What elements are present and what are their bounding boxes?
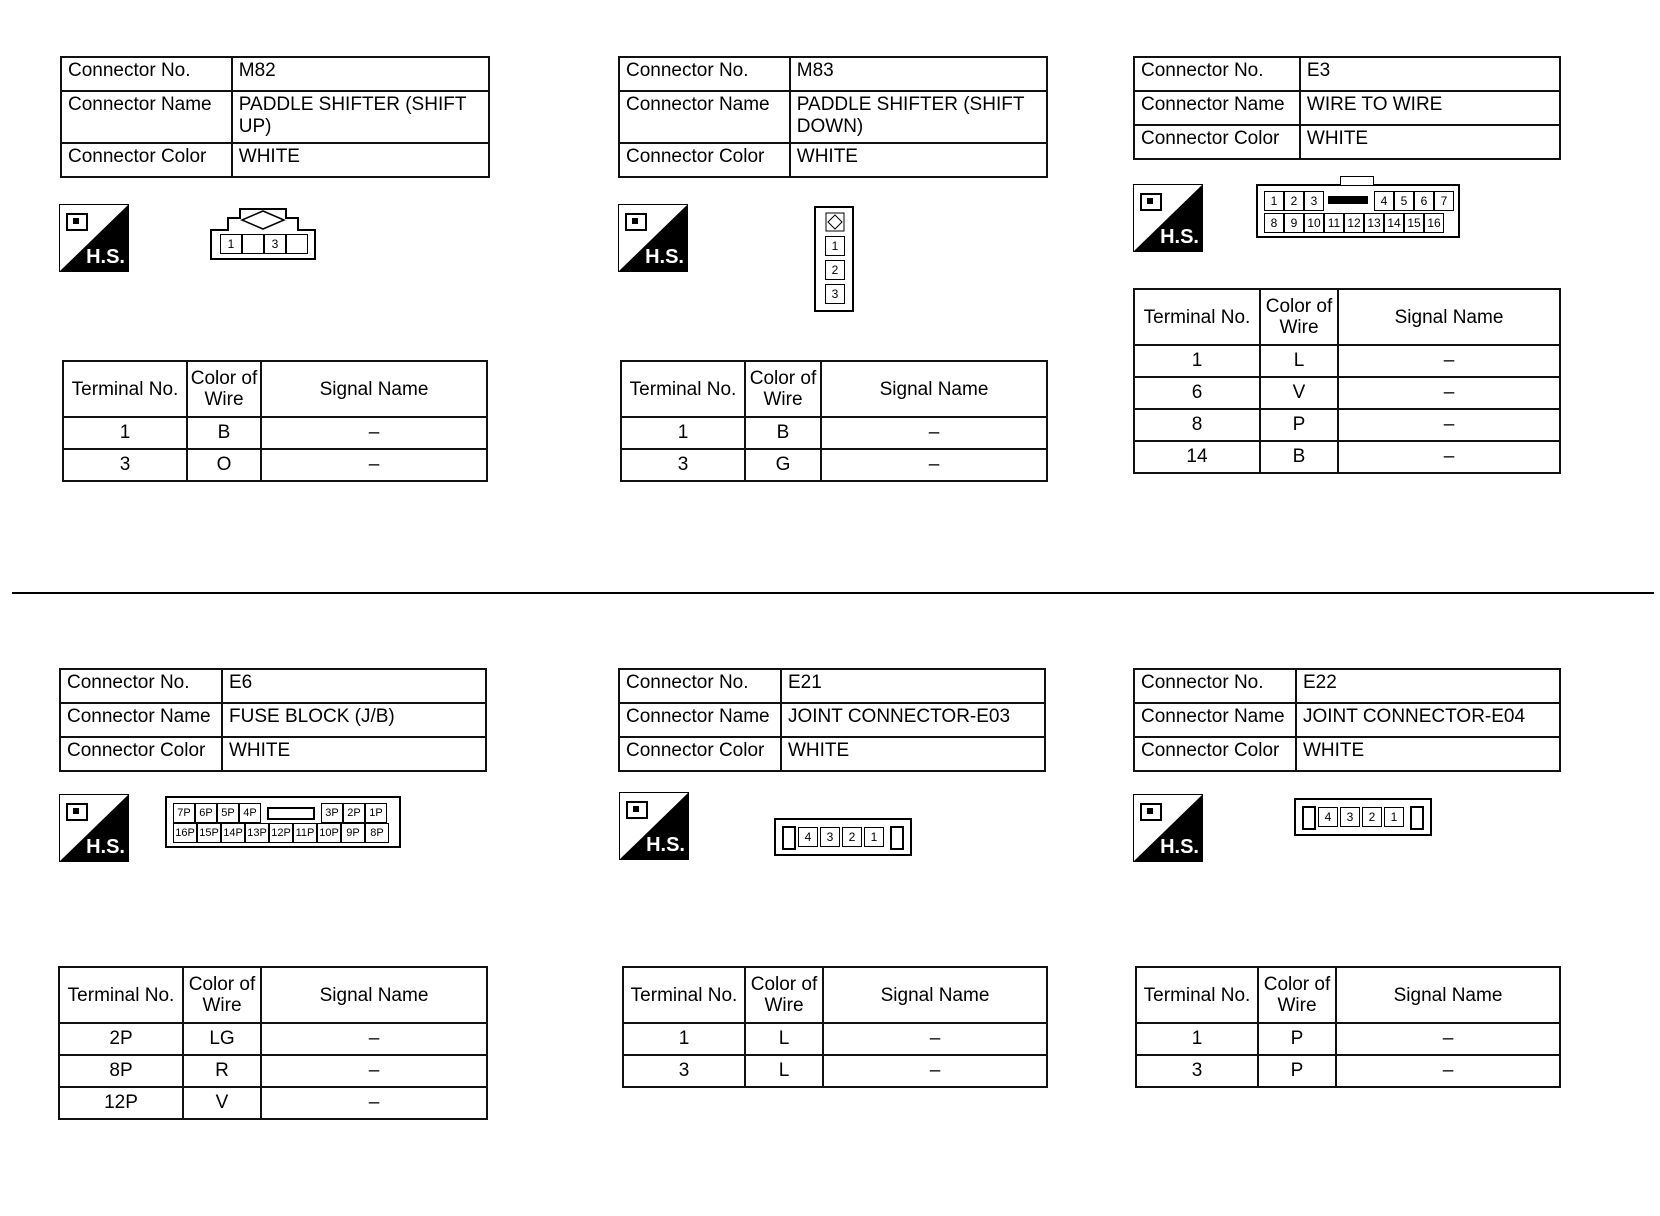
connector-no-value: E21 — [781, 669, 1045, 703]
connector-block-e6 — [59, 668, 487, 772]
table-row — [1134, 345, 1560, 377]
table-row — [1134, 377, 1560, 409]
connector-color-value: WHITE — [790, 143, 1047, 177]
connector-name-label: Connector Name — [61, 91, 232, 143]
wire-cell: L — [745, 1055, 823, 1087]
table-row — [621, 449, 1047, 481]
signal-cell: – — [1338, 441, 1560, 473]
pin-4: 4 — [798, 827, 818, 847]
pin-2p: 2P — [343, 803, 365, 823]
hs-badge — [59, 794, 129, 862]
connector-block-e22 — [1133, 668, 1561, 772]
terminal-cell: 1 — [1134, 345, 1260, 377]
connector-no-label: Connector No. — [60, 669, 222, 703]
signal-name-header: Signal Name — [1336, 967, 1560, 1023]
connector-color-label: Connector Color — [619, 737, 781, 771]
pin-3: 3 — [820, 827, 840, 847]
pin-1: 1 — [825, 236, 845, 256]
terminal-table-e6 — [58, 966, 488, 1120]
hs-label: H.S. — [645, 246, 684, 268]
connector-name-label: Connector Name — [619, 91, 790, 143]
hs-badge — [59, 204, 129, 272]
connector-face-e3 — [1256, 184, 1460, 238]
signal-name-header: Signal Name — [1338, 289, 1560, 345]
connector-name-label: Connector Name — [1134, 703, 1296, 737]
connector-icon — [65, 800, 93, 824]
key-slot — [1328, 196, 1368, 204]
pin-5p: 5P — [217, 803, 239, 823]
signal-cell: – — [261, 1023, 487, 1055]
connector-color-value: WHITE — [781, 737, 1045, 771]
table-row — [59, 1023, 487, 1055]
connector-no-label: Connector No. — [1134, 57, 1300, 91]
pin-12: 12 — [1344, 213, 1364, 233]
wire-cell: B — [187, 417, 261, 449]
connector-name-value: FUSE BLOCK (J/B) — [222, 703, 486, 737]
connector-color-value: WHITE — [1300, 125, 1560, 159]
pin-15p: 15P — [197, 823, 221, 843]
terminal-no-header: Terminal No. — [623, 967, 745, 1023]
pin-3: 3 — [1340, 807, 1360, 827]
terminal-no-header: Terminal No. — [621, 361, 745, 417]
table-row — [59, 1087, 487, 1119]
pin-3: 3 — [1304, 191, 1324, 211]
pin-13p: 13P — [245, 823, 269, 843]
wire-cell: G — [745, 449, 821, 481]
wire-cell: V — [1260, 377, 1338, 409]
connector-no-label: Connector No. — [619, 57, 790, 91]
pin-8p: 8P — [365, 823, 389, 843]
connector-icon — [65, 210, 93, 234]
signal-cell: – — [1336, 1023, 1560, 1055]
hs-badge — [1133, 184, 1203, 252]
wire-cell: LG — [183, 1023, 261, 1055]
connector-color-value: WHITE — [232, 143, 489, 177]
table-row — [1134, 441, 1560, 473]
pin-1: 1 — [864, 827, 884, 847]
color-of-wire-header: Color of Wire — [187, 361, 261, 417]
signal-name-header: Signal Name — [261, 361, 487, 417]
connector-no-value: E3 — [1300, 57, 1560, 91]
hs-badge — [1133, 794, 1203, 862]
terminal-cell: 8P — [59, 1055, 183, 1087]
wire-cell: P — [1260, 409, 1338, 441]
hs-badge — [618, 204, 688, 272]
pin-4: 4 — [1318, 807, 1338, 827]
hs-label: H.S. — [1160, 836, 1199, 858]
connector-color-label: Connector Color — [619, 143, 790, 177]
terminal-table-e22 — [1135, 966, 1561, 1088]
signal-cell: – — [261, 1087, 487, 1119]
pin-4: 4 — [1374, 191, 1394, 211]
hs-label: H.S. — [86, 246, 125, 268]
connector-block-m83 — [618, 56, 1048, 178]
pin-2: 2 — [1284, 191, 1304, 211]
wire-cell: R — [183, 1055, 261, 1087]
signal-cell: – — [261, 449, 487, 481]
terminal-cell: 1 — [621, 417, 745, 449]
connector-info-table — [59, 668, 487, 772]
pin-3p: 3P — [321, 803, 343, 823]
color-of-wire-header: Color of Wire — [1260, 289, 1338, 345]
connector-name-value: JOINT CONNECTOR-E03 — [781, 703, 1045, 737]
terminal-cell: 12P — [59, 1087, 183, 1119]
connector-color-value: WHITE — [222, 737, 486, 771]
wire-cell: P — [1258, 1023, 1336, 1055]
connector-color-label: Connector Color — [1134, 125, 1300, 159]
signal-cell: – — [1338, 345, 1560, 377]
signal-name-header: Signal Name — [261, 967, 487, 1023]
signal-name-header: Signal Name — [821, 361, 1047, 417]
terminal-no-header: Terminal No. — [63, 361, 187, 417]
color-of-wire-header: Color of Wire — [1258, 967, 1336, 1023]
pin-9: 9 — [1284, 213, 1304, 233]
connector-name-label: Connector Name — [1134, 91, 1300, 125]
latch-tab — [1340, 176, 1374, 185]
pin-2: 2 — [842, 827, 862, 847]
connector-block-e21 — [618, 668, 1046, 772]
terminal-no-header: Terminal No. — [1136, 967, 1258, 1023]
pin-6p: 6P — [195, 803, 217, 823]
section-divider — [12, 592, 1654, 594]
connector-color-label: Connector Color — [1134, 737, 1296, 771]
connector-no-label: Connector No. — [61, 57, 232, 91]
table-row — [63, 417, 487, 449]
table-row — [1136, 1055, 1560, 1087]
connector-info-table — [1133, 56, 1561, 160]
hs-badge — [619, 792, 689, 860]
connector-no-label: Connector No. — [1134, 669, 1296, 703]
connector-color-value: WHITE — [1296, 737, 1560, 771]
pin-16p: 16P — [173, 823, 197, 843]
color-of-wire-header: Color of Wire — [745, 967, 823, 1023]
pin-blank — [242, 234, 264, 254]
wire-cell: B — [745, 417, 821, 449]
connector-no-value: M83 — [790, 57, 1047, 91]
terminal-cell: 3 — [623, 1055, 745, 1087]
connector-no-value: E22 — [1296, 669, 1560, 703]
terminal-cell: 1 — [623, 1023, 745, 1055]
connector-no-value: M82 — [232, 57, 489, 91]
connector-name-label: Connector Name — [60, 703, 222, 737]
signal-cell: – — [1338, 377, 1560, 409]
pin-1p: 1P — [365, 803, 387, 823]
wire-cell: P — [1258, 1055, 1336, 1087]
table-row — [623, 1023, 1047, 1055]
connector-face-m83 — [814, 206, 854, 312]
pin-3: 3 — [825, 284, 845, 304]
connector-info-table — [1133, 668, 1561, 772]
terminal-cell: 14 — [1134, 441, 1260, 473]
connector-name-value: PADDLE SHIFTER (SHIFT UP) — [232, 91, 489, 143]
terminal-table-e21 — [622, 966, 1048, 1088]
connector-face-e22 — [1294, 798, 1432, 836]
connector-color-label: Connector Color — [60, 737, 222, 771]
terminal-cell: 3 — [63, 449, 187, 481]
connector-name-label: Connector Name — [619, 703, 781, 737]
pin-10: 10 — [1304, 213, 1324, 233]
pin-1: 1 — [1384, 807, 1404, 827]
terminal-cell: 8 — [1134, 409, 1260, 441]
lock-tab — [1302, 806, 1316, 830]
pin-2: 2 — [1362, 807, 1382, 827]
terminal-cell: 1 — [63, 417, 187, 449]
terminal-table-m82 — [62, 360, 488, 482]
lock-tab — [890, 826, 904, 850]
terminal-cell: 3 — [621, 449, 745, 481]
hs-label: H.S. — [1160, 226, 1199, 248]
terminal-cell: 2P — [59, 1023, 183, 1055]
lock-tab — [1410, 806, 1424, 830]
connector-block-e3 — [1133, 56, 1561, 160]
signal-cell: – — [823, 1023, 1047, 1055]
signal-cell: – — [821, 417, 1047, 449]
table-row — [623, 1055, 1047, 1087]
terminal-table-e3 — [1133, 288, 1561, 474]
pin-1: 1 — [1264, 191, 1284, 211]
pin-13: 13 — [1364, 213, 1384, 233]
pin-15: 15 — [1404, 213, 1424, 233]
hs-label: H.S. — [86, 836, 125, 858]
terminal-no-header: Terminal No. — [1134, 289, 1260, 345]
connector-icon — [624, 210, 652, 234]
signal-cell: – — [1336, 1055, 1560, 1087]
pin-10p: 10P — [317, 823, 341, 843]
signal-cell: – — [261, 417, 487, 449]
wire-cell: B — [1260, 441, 1338, 473]
connector-name-value: PADDLE SHIFTER (SHIFT DOWN) — [790, 91, 1047, 143]
pin-8: 8 — [1264, 213, 1284, 233]
pin-1: 1 — [220, 234, 242, 254]
pin-blank — [286, 234, 308, 254]
pin-7p: 7P — [173, 803, 195, 823]
pin-7: 7 — [1434, 191, 1454, 211]
color-of-wire-header: Color of Wire — [745, 361, 821, 417]
table-row — [1136, 1023, 1560, 1055]
signal-cell: – — [821, 449, 1047, 481]
pin-12p: 12P — [269, 823, 293, 843]
connector-no-label: Connector No. — [619, 669, 781, 703]
connector-face-m82 — [210, 208, 316, 260]
pin-5: 5 — [1394, 191, 1414, 211]
lock-tab — [782, 826, 796, 850]
table-row — [1134, 409, 1560, 441]
connector-info-table — [618, 56, 1048, 178]
connector-icon — [1139, 190, 1167, 214]
connector-name-value: WIRE TO WIRE — [1300, 91, 1560, 125]
connector-name-value: JOINT CONNECTOR-E04 — [1296, 703, 1560, 737]
key-slot — [267, 807, 315, 820]
hs-label: H.S. — [646, 834, 685, 856]
color-of-wire-header: Color of Wire — [183, 967, 261, 1023]
connector-no-value: E6 — [222, 669, 486, 703]
signal-cell: – — [823, 1055, 1047, 1087]
connector-face-e21 — [774, 818, 912, 856]
terminal-cell: 3 — [1136, 1055, 1258, 1087]
signal-cell: – — [261, 1055, 487, 1087]
key-diamond-icon — [817, 212, 853, 234]
wire-cell: V — [183, 1087, 261, 1119]
pin-11p: 11P — [293, 823, 317, 843]
connector-icon — [1139, 800, 1167, 824]
terminal-table-m83 — [620, 360, 1048, 482]
connector-icon — [625, 798, 653, 822]
table-row — [63, 449, 487, 481]
pin-4p: 4P — [239, 803, 261, 823]
wire-cell: O — [187, 449, 261, 481]
pin-16: 16 — [1424, 213, 1444, 233]
connector-info-table — [60, 56, 490, 178]
pin-2: 2 — [825, 260, 845, 280]
pin-14: 14 — [1384, 213, 1404, 233]
terminal-cell: 6 — [1134, 377, 1260, 409]
signal-cell: – — [1338, 409, 1560, 441]
signal-name-header: Signal Name — [823, 967, 1047, 1023]
pin-9p: 9P — [341, 823, 365, 843]
terminal-cell: 1 — [1136, 1023, 1258, 1055]
pin-3: 3 — [264, 234, 286, 254]
connector-block-m82 — [60, 56, 490, 178]
connector-color-label: Connector Color — [61, 143, 232, 177]
pin-11: 11 — [1324, 213, 1344, 233]
wire-cell: L — [745, 1023, 823, 1055]
table-row — [59, 1055, 487, 1087]
wire-cell: L — [1260, 345, 1338, 377]
connector-info-table — [618, 668, 1046, 772]
pin-6: 6 — [1414, 191, 1434, 211]
connector-face-e6 — [165, 796, 401, 848]
terminal-no-header: Terminal No. — [59, 967, 183, 1023]
pin-14p: 14P — [221, 823, 245, 843]
table-row — [621, 417, 1047, 449]
